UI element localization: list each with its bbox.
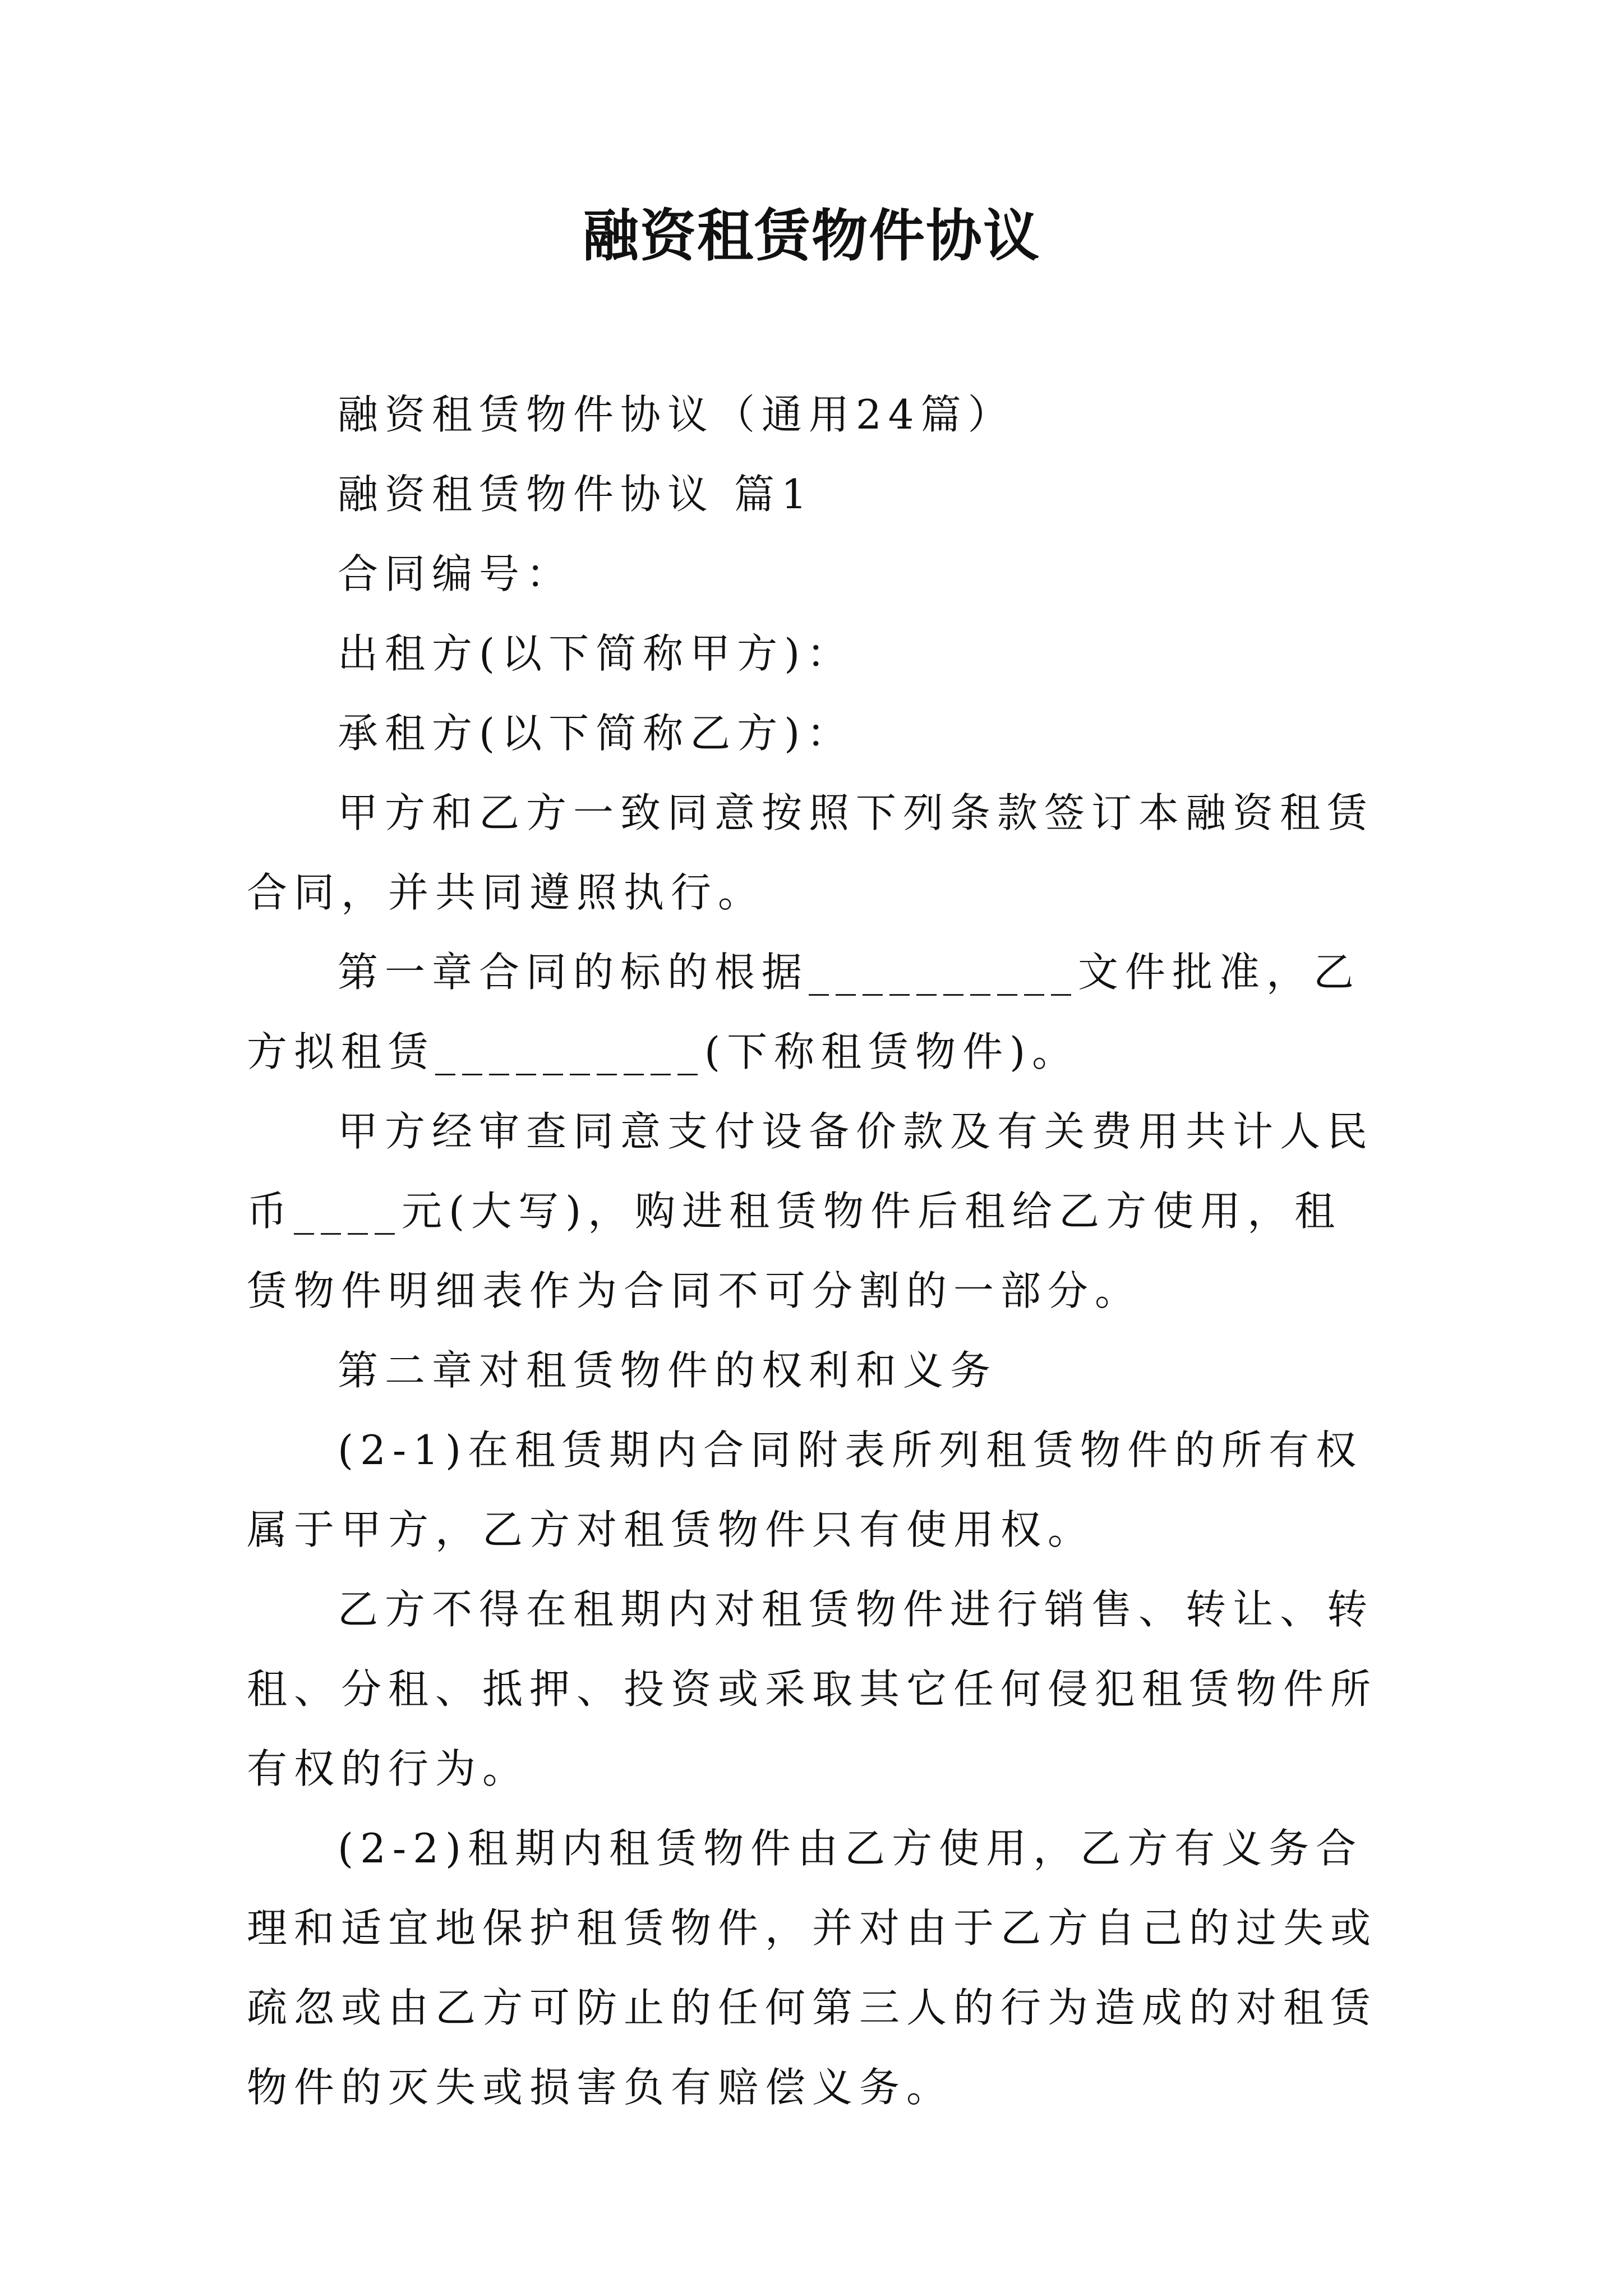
paragraph: 第二章对租赁物件的权利和义务 [338, 1347, 998, 1394]
paragraph: 第一章合同的标的根据__________文件批准，乙方拟租赁__________(下称租赁物件)。 [247, 949, 1361, 1075]
paragraph: 融资租赁物件协议（通用24篇） [338, 391, 1015, 438]
paragraph: 甲方和乙方一致同意按照下列条款签订本融资租赁合同，并共同遵照执行。 [247, 789, 1375, 916]
paragraph: 出租方(以下简称甲方)： [338, 630, 854, 677]
document-title: 融资租赁物件协议 [583, 203, 1040, 269]
paragraph: 合同编号： [338, 550, 574, 597]
paragraph: (2-1)在租赁期内合同附表所列租赁物件的所有权属于甲方，乙方对租赁物件只有使用权。 [247, 1427, 1363, 1553]
paragraph: 融资租赁物件协议 篇1 [338, 471, 814, 518]
document-body [247, 375, 1377, 2127]
paragraph: 甲方经审查同意支付设备价款及有关费用共计人民币____元(大写)，购进租赁物件后租给乙方使用，租赁物件明细表作为合同不可分割的一部分。 [247, 1108, 1375, 1314]
paragraph: 乙方不得在租期内对租赁物件进行销售、转让、转租、分租、抵押、投资或采取其它任何侵犯租赁物件所有权的行为。 [247, 1586, 1378, 1792]
paragraph: 承租方(以下简称乙方)： [338, 710, 854, 757]
paragraph: (2-2)租期内租赁物件由乙方使用，乙方有义务合理和适宜地保护租赁物件，并对由于乙方自己的过失或疏忽或由乙方可防止的任何第三人的行为造成的对租赁物件的灭失或损害负有赔偿义务。 [247, 1825, 1378, 2111]
